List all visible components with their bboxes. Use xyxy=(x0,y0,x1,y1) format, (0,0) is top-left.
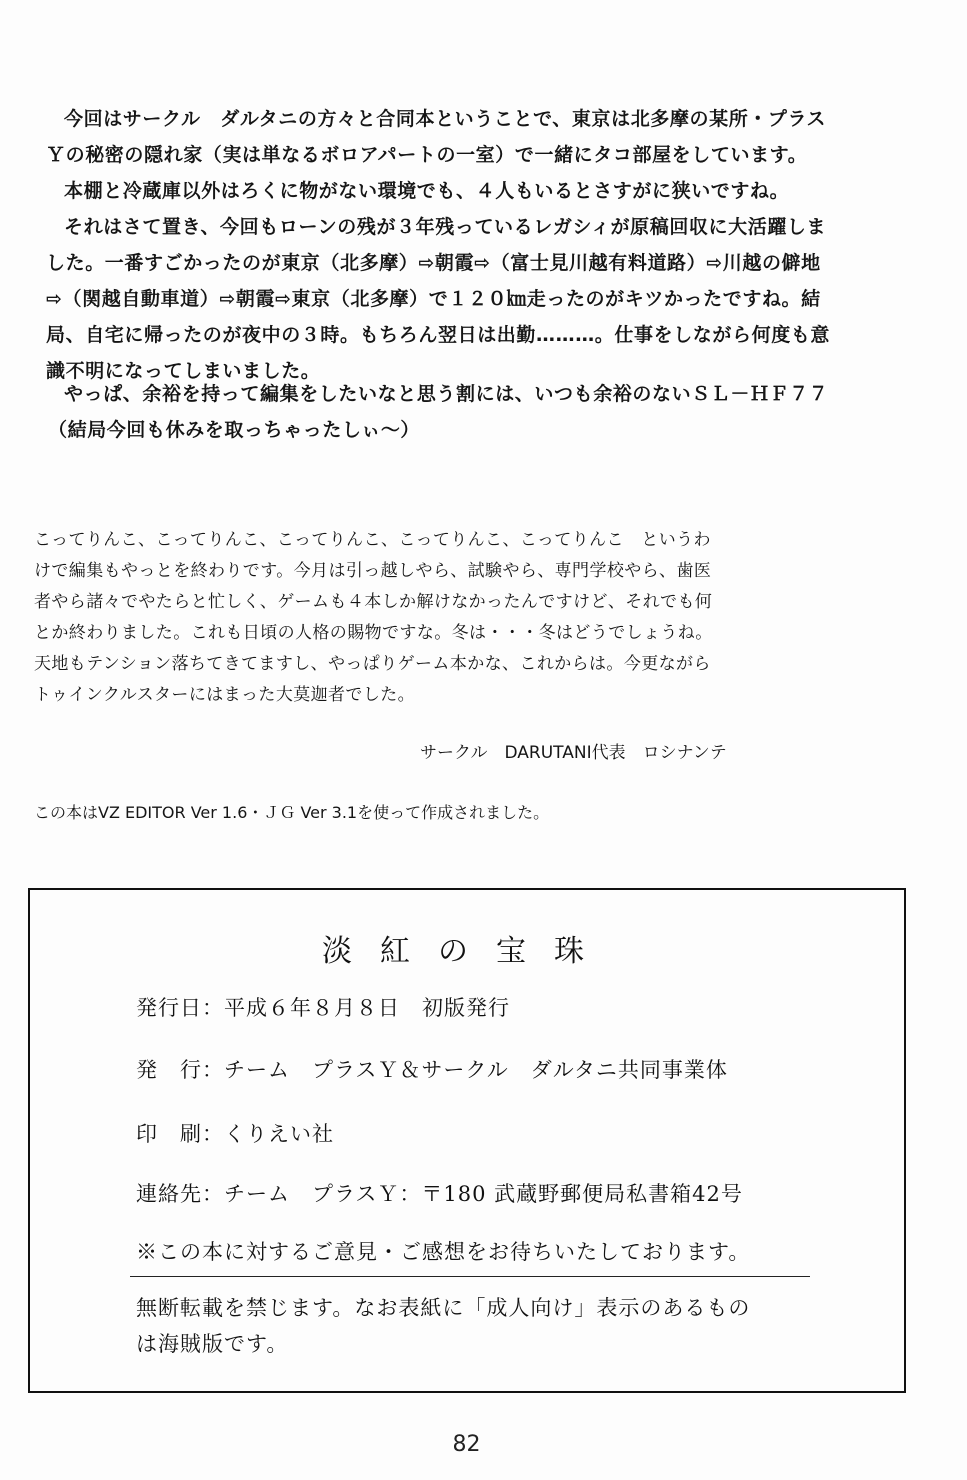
text-line: した。一番すごかったのが東京（北多摩）⇨朝霞⇨（富士見川越有料道路）⇨川越の僻地 xyxy=(46,252,821,274)
text-line: トゥインクルスターにはまった大莫迦者でした。 xyxy=(34,685,416,705)
intro-paragraph-1 xyxy=(46,101,827,209)
contact-line: 連絡先：チーム プラスＹ：〒180 武蔵野郵便局私書箱42号 xyxy=(136,1182,743,1206)
text-line: 識不明になってしまいました。 xyxy=(46,360,321,382)
copyright-notice xyxy=(136,1290,750,1362)
text-line: 今回はサークル ダルタニの方々と合同本ということで、東京は北多摩の某所・プラス xyxy=(64,108,827,130)
page-number: 82 xyxy=(452,1432,481,1457)
text-line: 無断転載を禁じます。なお表紙に「成人向け」表示のあるもの xyxy=(136,1296,751,1320)
publisher-line: 発 行：チーム プラスＹ＆サークル ダルタニ共同事業体 xyxy=(136,1058,728,1082)
text-line: 者やら諸々でやたらと忙しく、ゲームも４本しか解けなかったんですけど、それでも何 xyxy=(34,592,713,612)
author-signature: サークル DARUTANI代表 ロシナンテ xyxy=(420,743,727,763)
feedback-note: ※この本に対するご意見・ご感想をお待ちいたしております。 xyxy=(136,1240,751,1264)
text-line: それはさて置き、今回もローンの残が３年残っているレガシィが原稿回収に大活躍しま xyxy=(64,216,827,238)
text-line: Ｙの秘密の隠れ家（実は単なるボロアパートの一室）で一緒にタコ部屋をしています。 xyxy=(46,144,808,166)
editor-credit-note: この本はVZ EDITOR Ver 1.6・ＪＧ Ver 3.1を使って作成されました。 xyxy=(34,803,550,822)
text-line: けで編集もやっとを終わりです。今月は引っ越しやら、試験やら、専門学校やら、歯医 xyxy=(34,561,712,581)
printer-line: 印 刷：くりえい社 xyxy=(136,1122,334,1146)
book-title: 淡紅の宝珠 xyxy=(322,934,612,969)
text-line: やっぱ、余裕を持って編集をしたいなと思う割には、いつも余裕のないＳＬ－ＨＦ７７ xyxy=(64,383,829,405)
intro-paragraph-2 xyxy=(46,209,831,389)
divider xyxy=(130,1276,810,1277)
text-line: （結局今回も休みを取っちゃったしぃ～） xyxy=(48,419,421,441)
text-line: 局、自宅に帰ったのが夜中の３時。もちろん翌日は出勤………。仕事をしながら何度も意 xyxy=(46,324,831,346)
afterword-paragraph xyxy=(34,525,713,711)
text-line: ⇨（関越自動車道）⇨朝霞⇨東京（北多摩）で１２０㎞走ったのがキツかったですね。結 xyxy=(46,288,821,310)
publish-date-line: 発行日：平成６年８月８日 初版発行 xyxy=(136,996,510,1020)
intro-paragraph-3 xyxy=(48,376,829,448)
text-line: は海賊版です。 xyxy=(136,1332,289,1356)
colophon-box xyxy=(28,888,906,1393)
text-line: 本棚と冷蔵庫以外はろくに物がない環境でも、４人もいるとさすがに狭いですね。 xyxy=(64,180,790,202)
text-line: とか終わりました。これも日頃の人格の賜物ですな。冬は・・・冬はどうでしょうね。 xyxy=(34,623,713,643)
text-line: こってりんこ、こってりんこ、こってりんこ、こってりんこ、こってりんこ というわ xyxy=(34,530,711,550)
text-line: 天地もテンション落ちてきてますし、やっぱりゲーム本かな、これからは。今更ながら xyxy=(34,654,711,674)
